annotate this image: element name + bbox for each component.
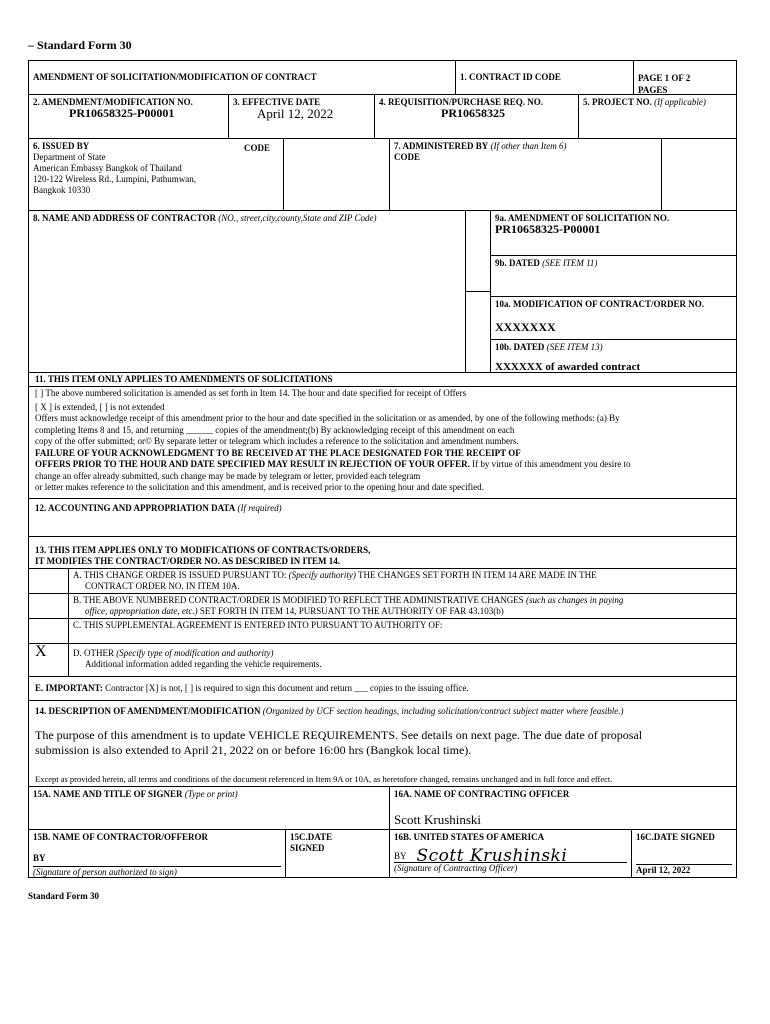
requisition-number-cell — [375, 95, 579, 138]
item-15b-label: 15B. NAME OF CONTRACTOR/OFFEROR — [33, 831, 209, 842]
item-12-suffix: (If required) — [237, 502, 282, 513]
item-16b-cell — [390, 830, 632, 877]
administered-by-suffix: (If other than Item 6) — [490, 141, 567, 151]
item-16b-note: (Signature of Contracting Officer) — [394, 862, 627, 874]
item-16a-cell — [390, 787, 736, 829]
amendment-number-cell — [29, 95, 229, 138]
item-11-line: FAILURE OF YOUR ACKNOWLEDGMENT TO BE RECEIVED AT THE PLACE DESIGNATED FOR THE RECEIPT OF — [35, 447, 521, 458]
page-count — [634, 61, 736, 94]
issued-by-line: American Embassy Bangkok of Thailand — [33, 163, 182, 173]
item-9b-suffix: (SEE ITEM 11) — [542, 258, 598, 268]
form-title: AMENDMENT OF SOLICITATION/MODIFICATION OF CONTRACT — [29, 61, 456, 94]
important-text: Contractor [X] is not, [ ] is required to sign this document and return ___ copies to the issuing office. — [102, 682, 469, 693]
item-13-b-italic: (such as changes in paying — [525, 594, 624, 605]
item-16c-label: 16C.DATE SIGNED — [636, 831, 715, 842]
item-9b — [491, 256, 736, 297]
issued-by-code-box — [284, 139, 390, 210]
item-11-section — [29, 373, 736, 499]
item-16b-by: BY — [394, 850, 407, 861]
item-14-suffix: (Organized by UCF section headings, including solicitation/contract subject matter where feasible.) — [262, 705, 624, 716]
item-11-line: [ X ] is extended, [ ] is not extended — [35, 401, 165, 412]
contractor-row — [29, 211, 736, 373]
effective-date-value: April 12, 2022 — [257, 106, 334, 121]
signatures-row — [29, 830, 736, 877]
item-9a-value: PR10658325-P00001 — [495, 222, 601, 236]
item-13-a-line2: CONTRACT ORDER NO. IN ITEM 10A. — [85, 580, 240, 591]
item-12-section — [29, 499, 736, 537]
item-10b-value: XXXXXX of awarded contract — [495, 361, 641, 373]
form-footer-label: Standard Form 30 — [28, 891, 100, 901]
item-13-d-italic: (Specify type of modification and authority) — [116, 647, 274, 658]
item-14-label: 14. DESCRIPTION OF AMENDMENT/MODIFICATION — [35, 705, 261, 716]
item-16a-value: Scott Krushinski — [394, 811, 482, 827]
effective-date-label: 3. EFFECTIVE DATE — [233, 97, 321, 107]
item-13-b-italic-2: office, appropriation date, etc.) — [85, 605, 198, 616]
item-11-line: or letter makes reference to the solicitation and this amendment, and is received prior to the opening hour and date specified. — [35, 482, 484, 492]
item-16c-cell — [632, 830, 736, 877]
item-14-body-line: The purpose of this amendment is to update VEHICLE REQUIREMENTS. See details on next page. The due date of proposal — [35, 727, 643, 742]
item-13-section — [29, 543, 736, 677]
issued-by-label: 6. ISSUED BY — [33, 141, 90, 151]
solicitation-modification-cell — [491, 211, 736, 372]
item-13-heading-1: 13. THIS ITEM APPLIES ONLY TO MODIFICATIONS OF CONTRACTS/ORDERS, — [35, 544, 371, 555]
signer-names-row — [29, 787, 736, 830]
contractor-address-cell — [29, 211, 466, 372]
project-number-cell — [579, 95, 736, 138]
item-14-footer: Except as provided herein, all terms and conditions of the document referenced in Item 9A or 10A, as heretofore changed, remains unchanged and in full force and effect. — [35, 773, 613, 784]
item-13-option-a — [29, 569, 736, 594]
issued-by-row — [29, 139, 736, 211]
item-12-label: 12. ACCOUNTING AND APPROPRIATION DATA — [35, 502, 236, 513]
item-13-d-text: D. OTHER — [73, 647, 117, 658]
item-15b-by: BY — [33, 852, 46, 863]
pages-label: PAGES — [638, 85, 668, 95]
item-11-line: [ ] The above numbered solicitation is amended as set forth in Item 14. The hour and date specified for receipt of Offers — [35, 388, 467, 398]
item-10a-value: XXXXXXX — [495, 320, 556, 334]
item-13-a-italic: (Specify authority) — [288, 569, 356, 580]
project-number-label: 5. PROJECT NO. — [583, 97, 652, 107]
contractor-address-label: 8. NAME AND ADDRESS OF CONTRACTOR — [33, 213, 217, 223]
item-14-body-line: submission is also extended to April 21, 2022 on or before 16:00 hrs (Bangkok local time). — [35, 742, 472, 757]
item-11-line: copy of the offer submitted; or© By separate letter or telegram which includes a reference to the solicitation and amendment numbers. — [35, 436, 519, 446]
item-9a — [491, 211, 736, 256]
item-16a-label: 16A. NAME OF CONTRACTING OFFICER — [394, 788, 570, 799]
item-16b-label: 16B. UNITED STATES OF AMERICA — [394, 831, 545, 842]
item-16c-value: April 12, 2022 — [636, 864, 732, 876]
item-15a-cell — [29, 787, 390, 829]
item-15c-label-2: SIGNED — [290, 842, 325, 853]
item-13-d-line2: Additional information added regarding the vehicle requirements. — [85, 658, 322, 669]
item-15a-suffix: (Type or print) — [184, 788, 238, 799]
amendment-number-label: 2. AMENDMENT/MODIFICATION NO. — [33, 97, 193, 107]
item-11-line-rest: If by virtue of this amendment you desire to — [469, 459, 631, 469]
item-13-b-text: B. THE ABOVE NUMBERED CONTRACT/ORDER IS MODIFIED TO REFLECT THE ADMINISTRATIVE CHANGES — [73, 594, 526, 605]
amendment-number-row — [29, 95, 736, 139]
item-13-c-text: C. THIS SUPPLEMENTAL AGREEMENT IS ENTERED INTO PURSUANT TO AUTHORITY OF: — [73, 619, 443, 630]
item-11-line-bold: OFFERS PRIOR TO THE HOUR AND DATE SPECIFIED MAY RESULT IN REJECTION OF YOUR OFFER. — [35, 459, 470, 469]
amendment-number-value: PR10658325-P00001 — [69, 106, 175, 120]
item-11-line: completing Items 8 and 15, and returning ______ copies of the amendment;(b) By acknowledging receipt of this amendment on each — [35, 424, 515, 435]
requisition-number-value: PR10658325 — [441, 106, 505, 120]
item-11-body — [29, 387, 736, 498]
item-14-body — [29, 717, 736, 758]
item-10b-label: 10b. DATED — [495, 342, 545, 352]
item-10a — [491, 297, 736, 340]
item-15b-note: (Signature of person authorized to sign) — [33, 866, 281, 878]
issued-by-line: Department of State — [33, 152, 106, 162]
contractor-code-box — [466, 211, 491, 372]
important-label: E. IMPORTANT: — [35, 682, 103, 693]
issued-by-line: Bangkok 10330 — [33, 185, 91, 195]
administered-by-cell — [390, 139, 662, 210]
item-9a-label: 9a. AMENDMENT OF SOLICITATION NO. — [495, 213, 670, 223]
item-15b-cell — [29, 830, 286, 877]
effective-date-cell — [229, 95, 375, 138]
contractor-address-suffix: (NO., street,city,county,State and ZIP Code) — [218, 213, 377, 223]
page-label: PAGE 1 OF 2 — [638, 73, 691, 83]
item-13-a-text: A. THIS CHANGE ORDER IS ISSUED PURSUANT TO: — [73, 569, 289, 580]
item-13-c-mark — [29, 619, 69, 643]
item-11-line: Offers must acknowledge receipt of this amendment prior to the hour and date specified in the solicitation or as amended, by one of the following methods: (a) By — [35, 413, 620, 423]
item-13-d-mark: X — [29, 644, 69, 676]
item-15c-label-1: 15C.DATE — [290, 831, 333, 842]
contract-id-code-label: 1. CONTRACT ID CODE — [456, 61, 634, 94]
project-number-suffix: (If applicable) — [654, 97, 706, 107]
requisition-number-label: 4. REQUISITION/PURCHASE REQ. NO. — [379, 97, 544, 107]
item-13-option-c — [29, 619, 736, 644]
item-15a-label: 15A. NAME AND TITLE OF SIGNER — [33, 788, 183, 799]
issued-by-code-label: CODE — [244, 143, 271, 153]
administered-by-label: 7. ADMINISTERED BY — [394, 141, 489, 151]
item-13-option-d — [29, 644, 736, 676]
item-13-b-mark — [29, 594, 69, 618]
administered-by-code-box — [662, 139, 736, 210]
contracting-officer-signature: Scott Krushinski — [416, 845, 568, 866]
item-13-heading-2: IT MODIFIES THE CONTRACT/ORDER NO. AS DESCRIBED IN ITEM 14. — [29, 556, 736, 569]
issued-by-line: 120-122 Wireless Rd., Lumpini, Pathumwan, — [33, 174, 196, 184]
item-11-line: change an offer already submitted, such change may be made by telegram or letter, provided each telegram — [35, 470, 421, 481]
item-13-option-b — [29, 594, 736, 619]
item-10b — [491, 340, 736, 375]
item-13-a-text-post: THE CHANGES SET FORTH IN ITEM 14 ARE MADE IN THE — [355, 569, 597, 580]
item-15c-cell — [286, 830, 390, 877]
item-10b-suffix: (SEE ITEM 13) — [546, 342, 603, 352]
form-header-title: – Standard Form 30 — [28, 38, 132, 52]
amendment-form — [28, 60, 737, 878]
item-13-b-line2: SET FORTH IN ITEM 14, PURSUANT TO THE AUTHORITY OF FAR 43.103(b) — [197, 605, 504, 616]
item-10a-label: 10a. MODIFICATION OF CONTRACT/ORDER NO. — [495, 299, 705, 309]
item-9b-label: 9b. DATED — [495, 258, 540, 268]
form-title-row — [29, 61, 736, 95]
item-14-section — [29, 701, 736, 787]
administered-by-code-label: CODE — [394, 152, 421, 162]
item-13-a-mark — [29, 569, 69, 593]
important-notice — [29, 677, 736, 701]
item-11-heading: 11. THIS ITEM ONLY APPLIES TO AMENDMENTS OF SOLICITATIONS — [29, 373, 736, 387]
